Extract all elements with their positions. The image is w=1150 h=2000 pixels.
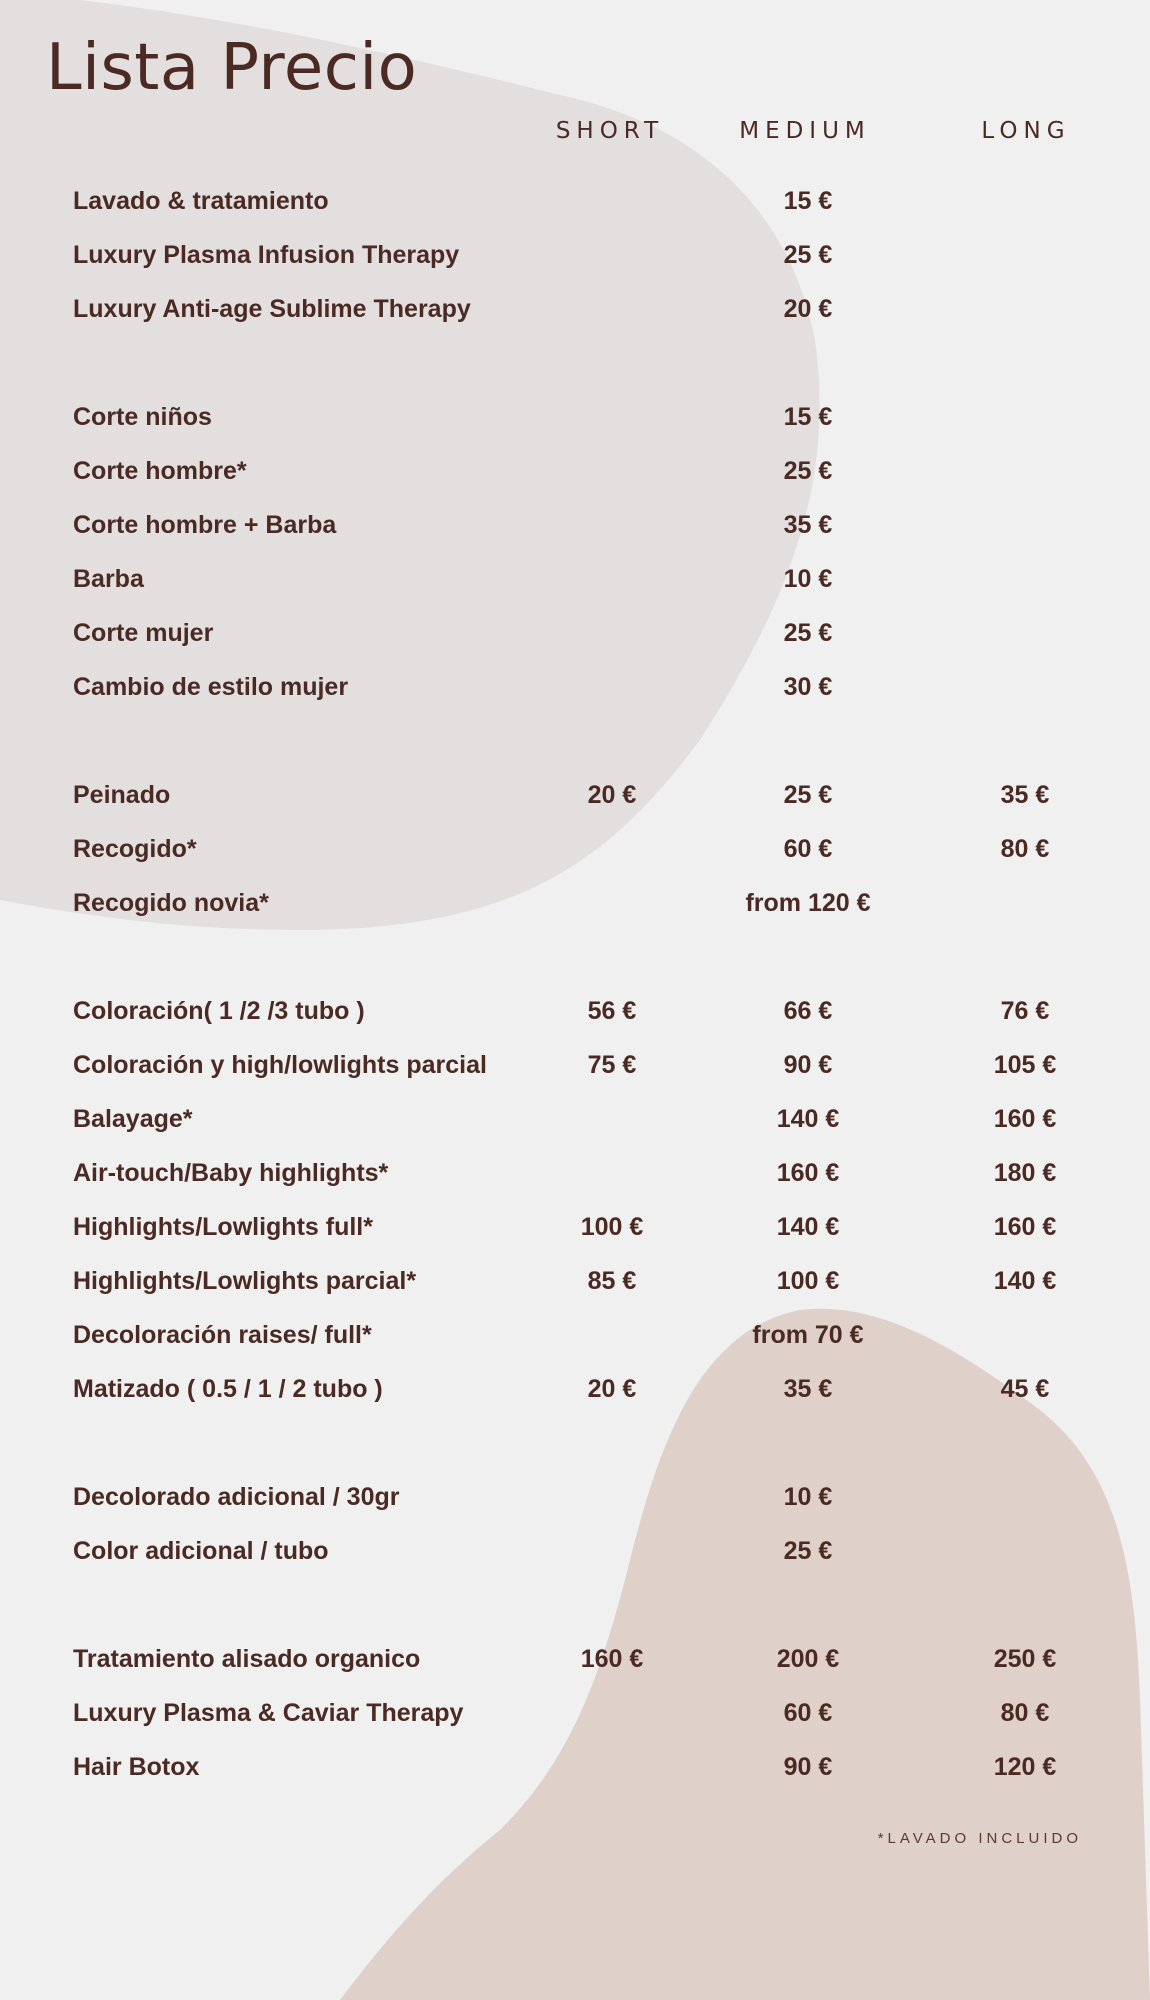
price-row bbox=[0, 1639, 1150, 1679]
price-row bbox=[0, 289, 1150, 329]
price-medium: 25 € bbox=[783, 1537, 833, 1565]
price-row bbox=[0, 829, 1150, 869]
service-name: Decolorado adicional / 30gr bbox=[73, 1483, 400, 1511]
price-medium: 15 € bbox=[783, 187, 833, 215]
price-row bbox=[0, 1261, 1150, 1301]
service-name: Highlights/Lowlights parcial* bbox=[73, 1267, 417, 1295]
service-name: Corte niños bbox=[73, 403, 212, 431]
price-row bbox=[0, 451, 1150, 491]
service-name: Highlights/Lowlights full* bbox=[73, 1213, 373, 1241]
service-name: Luxury Plasma Infusion Therapy bbox=[73, 241, 460, 269]
price-medium: 60 € bbox=[783, 835, 833, 863]
service-name: Color adicional / tubo bbox=[73, 1537, 329, 1565]
price-row bbox=[0, 505, 1150, 545]
service-name: Balayage* bbox=[73, 1105, 193, 1133]
price-row bbox=[0, 397, 1150, 437]
price-medium: 25 € bbox=[783, 619, 833, 647]
service-name: Decoloración raises/ full* bbox=[73, 1321, 372, 1349]
price-medium: 15 € bbox=[783, 403, 833, 431]
price-row bbox=[0, 1369, 1150, 1409]
price-row bbox=[0, 1531, 1150, 1571]
column-header-long: LONG bbox=[981, 118, 1071, 144]
price-short: 75 € bbox=[587, 1051, 637, 1079]
price-medium: 25 € bbox=[783, 457, 833, 485]
price-medium: 200 € bbox=[776, 1645, 840, 1673]
price-medium: 90 € bbox=[783, 1753, 833, 1781]
price-long: 140 € bbox=[993, 1267, 1057, 1295]
price-medium: 25 € bbox=[783, 781, 833, 809]
price-short: 85 € bbox=[587, 1267, 637, 1295]
price-long: 105 € bbox=[993, 1051, 1057, 1079]
price-short: 160 € bbox=[580, 1645, 644, 1673]
service-name: Tratamiento alisado organico bbox=[73, 1645, 421, 1673]
price-medium: 140 € bbox=[776, 1213, 840, 1241]
price-long: 35 € bbox=[1000, 781, 1050, 809]
price-medium: 25 € bbox=[783, 241, 833, 269]
service-name: Coloración y high/lowlights parcial bbox=[73, 1051, 487, 1079]
price-short: 20 € bbox=[587, 1375, 637, 1403]
service-name: Luxury Plasma & Caviar Therapy bbox=[73, 1699, 464, 1727]
page-title: Lista Precio bbox=[46, 31, 418, 105]
price-long: 120 € bbox=[993, 1753, 1057, 1781]
price-row bbox=[0, 883, 1150, 923]
price-long: 160 € bbox=[993, 1213, 1057, 1241]
price-row bbox=[0, 667, 1150, 707]
price-medium: 100 € bbox=[776, 1267, 840, 1295]
price-row bbox=[0, 181, 1150, 221]
price-long: 76 € bbox=[1000, 997, 1050, 1025]
price-row bbox=[0, 1207, 1150, 1247]
price-medium: 20 € bbox=[783, 295, 833, 323]
price-medium: from 70 € bbox=[752, 1321, 864, 1349]
column-header-medium: MEDIUM bbox=[739, 118, 871, 144]
price-row bbox=[0, 1477, 1150, 1517]
price-row bbox=[0, 613, 1150, 653]
price-long: 80 € bbox=[1000, 1699, 1050, 1727]
price-medium: 160 € bbox=[776, 1159, 840, 1187]
service-name: Peinado bbox=[73, 781, 171, 809]
price-short: 20 € bbox=[587, 781, 637, 809]
service-name: Cambio de estilo mujer bbox=[73, 673, 349, 701]
price-row bbox=[0, 1693, 1150, 1733]
column-header-short: SHORT bbox=[555, 118, 665, 144]
service-name: Matizado ( 0.5 / 1 / 2 tubo ) bbox=[73, 1375, 383, 1403]
price-medium: 35 € bbox=[783, 511, 833, 539]
price-row bbox=[0, 775, 1150, 815]
price-medium: 66 € bbox=[783, 997, 833, 1025]
price-medium: 30 € bbox=[783, 673, 833, 701]
price-long: 250 € bbox=[993, 1645, 1057, 1673]
service-name: Hair Botox bbox=[73, 1753, 200, 1781]
footnote: *LAVADO INCLUIDO bbox=[877, 1830, 1082, 1847]
price-medium: 35 € bbox=[783, 1375, 833, 1403]
price-row bbox=[0, 559, 1150, 599]
price-row bbox=[0, 1099, 1150, 1139]
price-short: 56 € bbox=[587, 997, 637, 1025]
price-long: 160 € bbox=[993, 1105, 1057, 1133]
service-name: Barba bbox=[73, 565, 144, 593]
price-medium: 10 € bbox=[783, 565, 833, 593]
price-row bbox=[0, 1315, 1150, 1355]
price-medium: 90 € bbox=[783, 1051, 833, 1079]
service-name: Corte hombre + Barba bbox=[73, 511, 337, 539]
price-row bbox=[0, 991, 1150, 1031]
service-name: Luxury Anti-age Sublime Therapy bbox=[73, 295, 471, 323]
service-name: Air-touch/Baby highlights* bbox=[73, 1159, 389, 1187]
price-medium: 140 € bbox=[776, 1105, 840, 1133]
price-long: 180 € bbox=[993, 1159, 1057, 1187]
price-row bbox=[0, 1045, 1150, 1085]
price-medium: 10 € bbox=[783, 1483, 833, 1511]
price-medium: from 120 € bbox=[745, 889, 871, 917]
price-long: 80 € bbox=[1000, 835, 1050, 863]
service-name: Lavado & tratamiento bbox=[73, 187, 329, 215]
service-name: Recogido* bbox=[73, 835, 197, 863]
service-name: Coloración( 1 /2 /3 tubo ) bbox=[73, 997, 365, 1025]
price-medium: 60 € bbox=[783, 1699, 833, 1727]
price-row bbox=[0, 1747, 1150, 1787]
price-long: 45 € bbox=[1000, 1375, 1050, 1403]
service-name: Corte mujer bbox=[73, 619, 214, 647]
price-row bbox=[0, 1153, 1150, 1193]
price-row bbox=[0, 235, 1150, 275]
service-name: Corte hombre* bbox=[73, 457, 247, 485]
price-short: 100 € bbox=[580, 1213, 644, 1241]
service-name: Recogido novia* bbox=[73, 889, 269, 917]
